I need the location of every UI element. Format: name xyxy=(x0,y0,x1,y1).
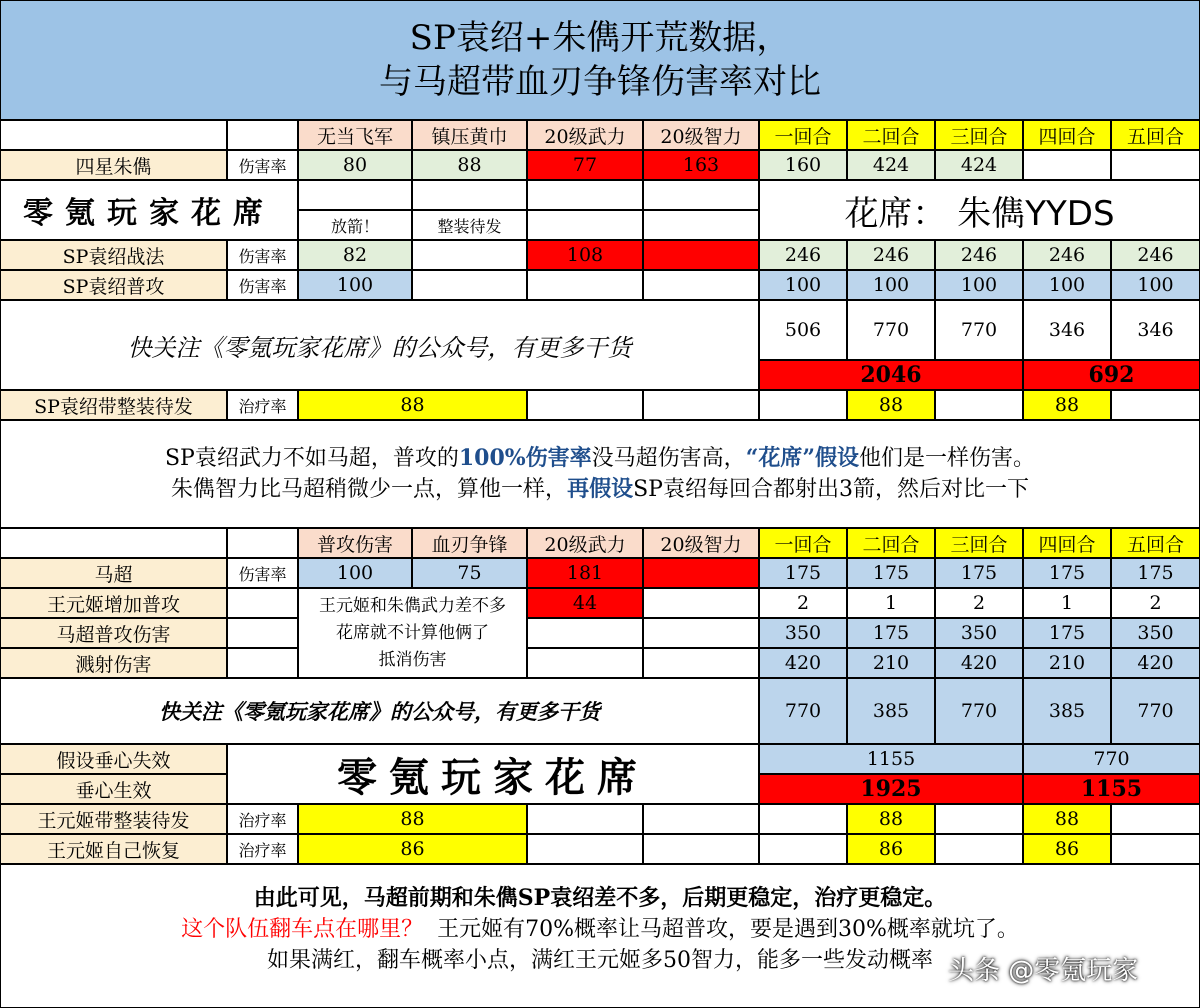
header-round5: 五回合 xyxy=(1111,120,1200,150)
brand-logo: 零氪玩家花席 xyxy=(0,180,298,240)
cell-value xyxy=(1111,150,1200,180)
sum-round2: 385 xyxy=(847,678,935,744)
blank-cell xyxy=(0,528,227,558)
cell-value: 2 xyxy=(935,588,1023,618)
sum-round1: 506 xyxy=(759,300,847,360)
cell-value: 77 xyxy=(527,150,643,180)
row-type: 治疗率 xyxy=(227,834,298,864)
header-round4: 四回合 xyxy=(1023,120,1111,150)
cell-value: 82 xyxy=(298,240,412,270)
cell-value: 160 xyxy=(759,150,847,180)
sum-round1: 770 xyxy=(759,678,847,744)
blank-cell xyxy=(227,618,298,648)
blank-cell xyxy=(0,120,227,150)
header-normal-atk: 普攻伤害 xyxy=(298,528,412,558)
cell-value: 88 xyxy=(412,150,527,180)
blank-cell xyxy=(412,180,527,210)
blank-cell xyxy=(527,618,643,648)
cell-value: 181 xyxy=(527,558,643,588)
blank-cell xyxy=(227,120,298,150)
sum-round3: 770 xyxy=(935,300,1023,360)
blank-cell xyxy=(527,804,643,834)
zhengzhuang-label: 整装待发 xyxy=(412,210,527,240)
cell-value: 175 xyxy=(759,558,847,588)
cell-value: 420 xyxy=(1111,648,1200,678)
heal-round4: 88 xyxy=(1023,390,1111,420)
blank-cell xyxy=(527,210,643,240)
cell-value: 100 xyxy=(935,270,1023,300)
slogan-zhujun: 花席： 朱儁YYDS xyxy=(759,180,1200,240)
header-wudang: 无当飞军 xyxy=(298,120,412,150)
cell-value: 100 xyxy=(847,270,935,300)
cell-value: 175 xyxy=(935,558,1023,588)
total-last2: 692 xyxy=(1023,360,1200,390)
blank-cell xyxy=(759,834,847,864)
blank-cell xyxy=(227,588,298,618)
row-type: 伤害率 xyxy=(227,270,298,300)
blank-cell xyxy=(643,648,759,678)
header-round2: 二回合 xyxy=(847,528,935,558)
heal-round2: 86 xyxy=(847,834,935,864)
sum-round3: 770 xyxy=(935,678,1023,744)
row-type: 伤害率 xyxy=(227,240,298,270)
total-first3: 2046 xyxy=(759,360,1023,390)
row-label-yuan-heal: SP袁绍带整装待发 xyxy=(0,390,227,420)
wang-note: 王元姬和朱儁武力差不多 花席就不计算他俩了 抵消伤害 xyxy=(298,588,527,678)
blank-cell xyxy=(227,528,298,558)
promo-banner: 快关注《零氪玩家花席》的公众号，有更多干货 xyxy=(0,300,759,390)
blank-cell xyxy=(527,648,643,678)
title-line1: SP袁绍+朱儁开荒数据， xyxy=(409,18,791,58)
cell-value: 350 xyxy=(1111,618,1200,648)
blank-cell xyxy=(935,804,1023,834)
conclusion-line1: 由此可见，马超前期和朱儁SP袁绍差不多，后期更稳定，治疗更稳定。 xyxy=(253,885,947,911)
row-label-zhujun: 四星朱儁 xyxy=(0,150,227,180)
sum-round5: 770 xyxy=(1111,678,1200,744)
cell-value xyxy=(412,270,527,300)
assumption-note xyxy=(0,420,1200,528)
blank-cell xyxy=(759,390,847,420)
cell-value xyxy=(643,240,759,270)
heal-round4: 88 xyxy=(1023,804,1111,834)
header-round1: 一回合 xyxy=(759,120,847,150)
heal-round2: 88 xyxy=(847,804,935,834)
cell-value: 2 xyxy=(759,588,847,618)
cell-value: 175 xyxy=(1111,558,1200,588)
cell-value: 246 xyxy=(759,240,847,270)
fail-first3: 1155 xyxy=(759,744,1023,774)
header-int: 20级智力 xyxy=(643,528,759,558)
row-label-ma-atk: 马超普攻伤害 xyxy=(0,618,227,648)
cell-value: 100 xyxy=(759,270,847,300)
blank-cell xyxy=(643,834,759,864)
fire-label: 放箭！ xyxy=(298,210,412,240)
blank-cell xyxy=(759,804,847,834)
heal-value: 88 xyxy=(298,390,527,420)
conclusion-line2: 这个队伍翻车点在哪里？ 王元姬有70%概率让马超普攻，要是遇到30%概率就坑了。 xyxy=(181,917,1019,942)
blank-cell xyxy=(1111,804,1200,834)
header-int: 20级智力 xyxy=(643,120,759,150)
blank-cell xyxy=(527,834,643,864)
blank-cell xyxy=(527,390,643,420)
watermark: 头条 @零氪玩家 xyxy=(948,956,1139,986)
blank-cell xyxy=(935,390,1023,420)
heal-round2: 88 xyxy=(847,390,935,420)
row-label-machao: 马超 xyxy=(0,558,227,588)
cell-value: 108 xyxy=(527,240,643,270)
cell-value: 420 xyxy=(935,648,1023,678)
row-label-wang-heal: 王元姬带整装待发 xyxy=(0,804,227,834)
cell-value: 175 xyxy=(1023,618,1111,648)
header-round5: 五回合 xyxy=(1111,528,1200,558)
cell-value: 175 xyxy=(847,618,935,648)
row-type: 伤害率 xyxy=(227,150,298,180)
header-str: 20级武力 xyxy=(527,120,643,150)
conclusion-line3: 如果满红，翻车概率小点，满红王元姬多50智力，能多一些发动概率 xyxy=(267,948,933,973)
cell-value: 175 xyxy=(1023,558,1111,588)
cell-value: 163 xyxy=(643,150,759,180)
header-str: 20级武力 xyxy=(527,528,643,558)
header-round3: 三回合 xyxy=(935,120,1023,150)
promo-banner-2: 快关注《零氪玩家花席》的公众号，有更多干货 xyxy=(0,678,759,744)
cell-value xyxy=(412,240,527,270)
cell-value: 75 xyxy=(412,558,527,588)
row-label-yuan-skill: SP袁绍战法 xyxy=(0,240,227,270)
row-type: 伤害率 xyxy=(227,558,298,588)
header-round1: 一回合 xyxy=(759,528,847,558)
cell-value: 246 xyxy=(1023,240,1111,270)
cell-value: 246 xyxy=(935,240,1023,270)
cell-value: 420 xyxy=(759,648,847,678)
cell-value: 100 xyxy=(298,270,412,300)
blank-cell xyxy=(527,180,643,210)
sum-round2: 770 xyxy=(847,300,935,360)
row-label-yuan-atk: SP袁绍普攻 xyxy=(0,270,227,300)
cell-value: 100 xyxy=(298,558,412,588)
note-line1: SP袁绍武力不如马超，普攻的100%伤害率没马超伤害高，“花席”假设他们是一样伤害。 xyxy=(164,445,1036,471)
cell-value: 210 xyxy=(1023,648,1111,678)
heal-value: 86 xyxy=(298,834,527,864)
cell-value xyxy=(527,270,643,300)
cell-value: 424 xyxy=(935,150,1023,180)
fail-last2: 770 xyxy=(1023,744,1200,774)
blank-cell xyxy=(1111,834,1200,864)
cell-value: 80 xyxy=(298,150,412,180)
cell-value: 1 xyxy=(847,588,935,618)
title-banner xyxy=(0,0,1200,120)
cell-value: 246 xyxy=(1111,240,1200,270)
blank-cell xyxy=(643,588,759,618)
sum-round5: 346 xyxy=(1111,300,1200,360)
work-first3: 1925 xyxy=(759,774,1023,804)
cell-value: 175 xyxy=(847,558,935,588)
title-line2: 与马超带血刃争锋伤害率对比 xyxy=(379,62,821,102)
header-round2: 二回合 xyxy=(847,120,935,150)
cell-value: 100 xyxy=(1111,270,1200,300)
work-last2: 1155 xyxy=(1023,774,1200,804)
blank-cell xyxy=(298,180,412,210)
blank-cell xyxy=(643,180,759,210)
cell-value xyxy=(1023,150,1111,180)
row-label-work: 垂心生效 xyxy=(0,774,227,804)
cell-value: 100 xyxy=(1023,270,1111,300)
row-type: 治疗率 xyxy=(227,804,298,834)
heal-round4: 86 xyxy=(1023,834,1111,864)
cell-value: 424 xyxy=(847,150,935,180)
cell-value: 350 xyxy=(759,618,847,648)
row-label-wang-self: 王元姬自己恢复 xyxy=(0,834,227,864)
note-line2: 朱儁智力比马超稍微少一点，算他一样，再假设SP袁绍每回合都射出3箭，然后对比一下 xyxy=(171,476,1029,502)
row-label-splash: 溅射伤害 xyxy=(0,648,227,678)
header-zhenya: 镇压黄巾 xyxy=(412,120,527,150)
cell-value: 1 xyxy=(1023,588,1111,618)
blank-cell xyxy=(643,804,759,834)
sum-round4: 385 xyxy=(1023,678,1111,744)
row-type: 治疗率 xyxy=(227,390,298,420)
header-round3: 三回合 xyxy=(935,528,1023,558)
sum-round4: 346 xyxy=(1023,300,1111,360)
cell-value: 2 xyxy=(1111,588,1200,618)
cell-value xyxy=(643,270,759,300)
blank-cell xyxy=(227,648,298,678)
cell-value: 210 xyxy=(847,648,935,678)
cell-value: 246 xyxy=(847,240,935,270)
cell-value: 350 xyxy=(935,618,1023,648)
blank-cell xyxy=(643,210,759,240)
wang-str: 44 xyxy=(527,588,643,618)
blank-cell xyxy=(1111,390,1200,420)
blank-cell xyxy=(935,834,1023,864)
blank-cell xyxy=(643,390,759,420)
blank-cell xyxy=(643,618,759,648)
brand-logo-2: 零氪玩家花席 xyxy=(227,744,759,804)
cell-value xyxy=(643,558,759,588)
header-round4: 四回合 xyxy=(1023,528,1111,558)
row-label-wang-add: 王元姬增加普攻 xyxy=(0,588,227,618)
row-label-fail: 假设垂心失效 xyxy=(0,744,227,774)
header-xueren: 血刃争锋 xyxy=(412,528,527,558)
heal-value: 88 xyxy=(298,804,527,834)
